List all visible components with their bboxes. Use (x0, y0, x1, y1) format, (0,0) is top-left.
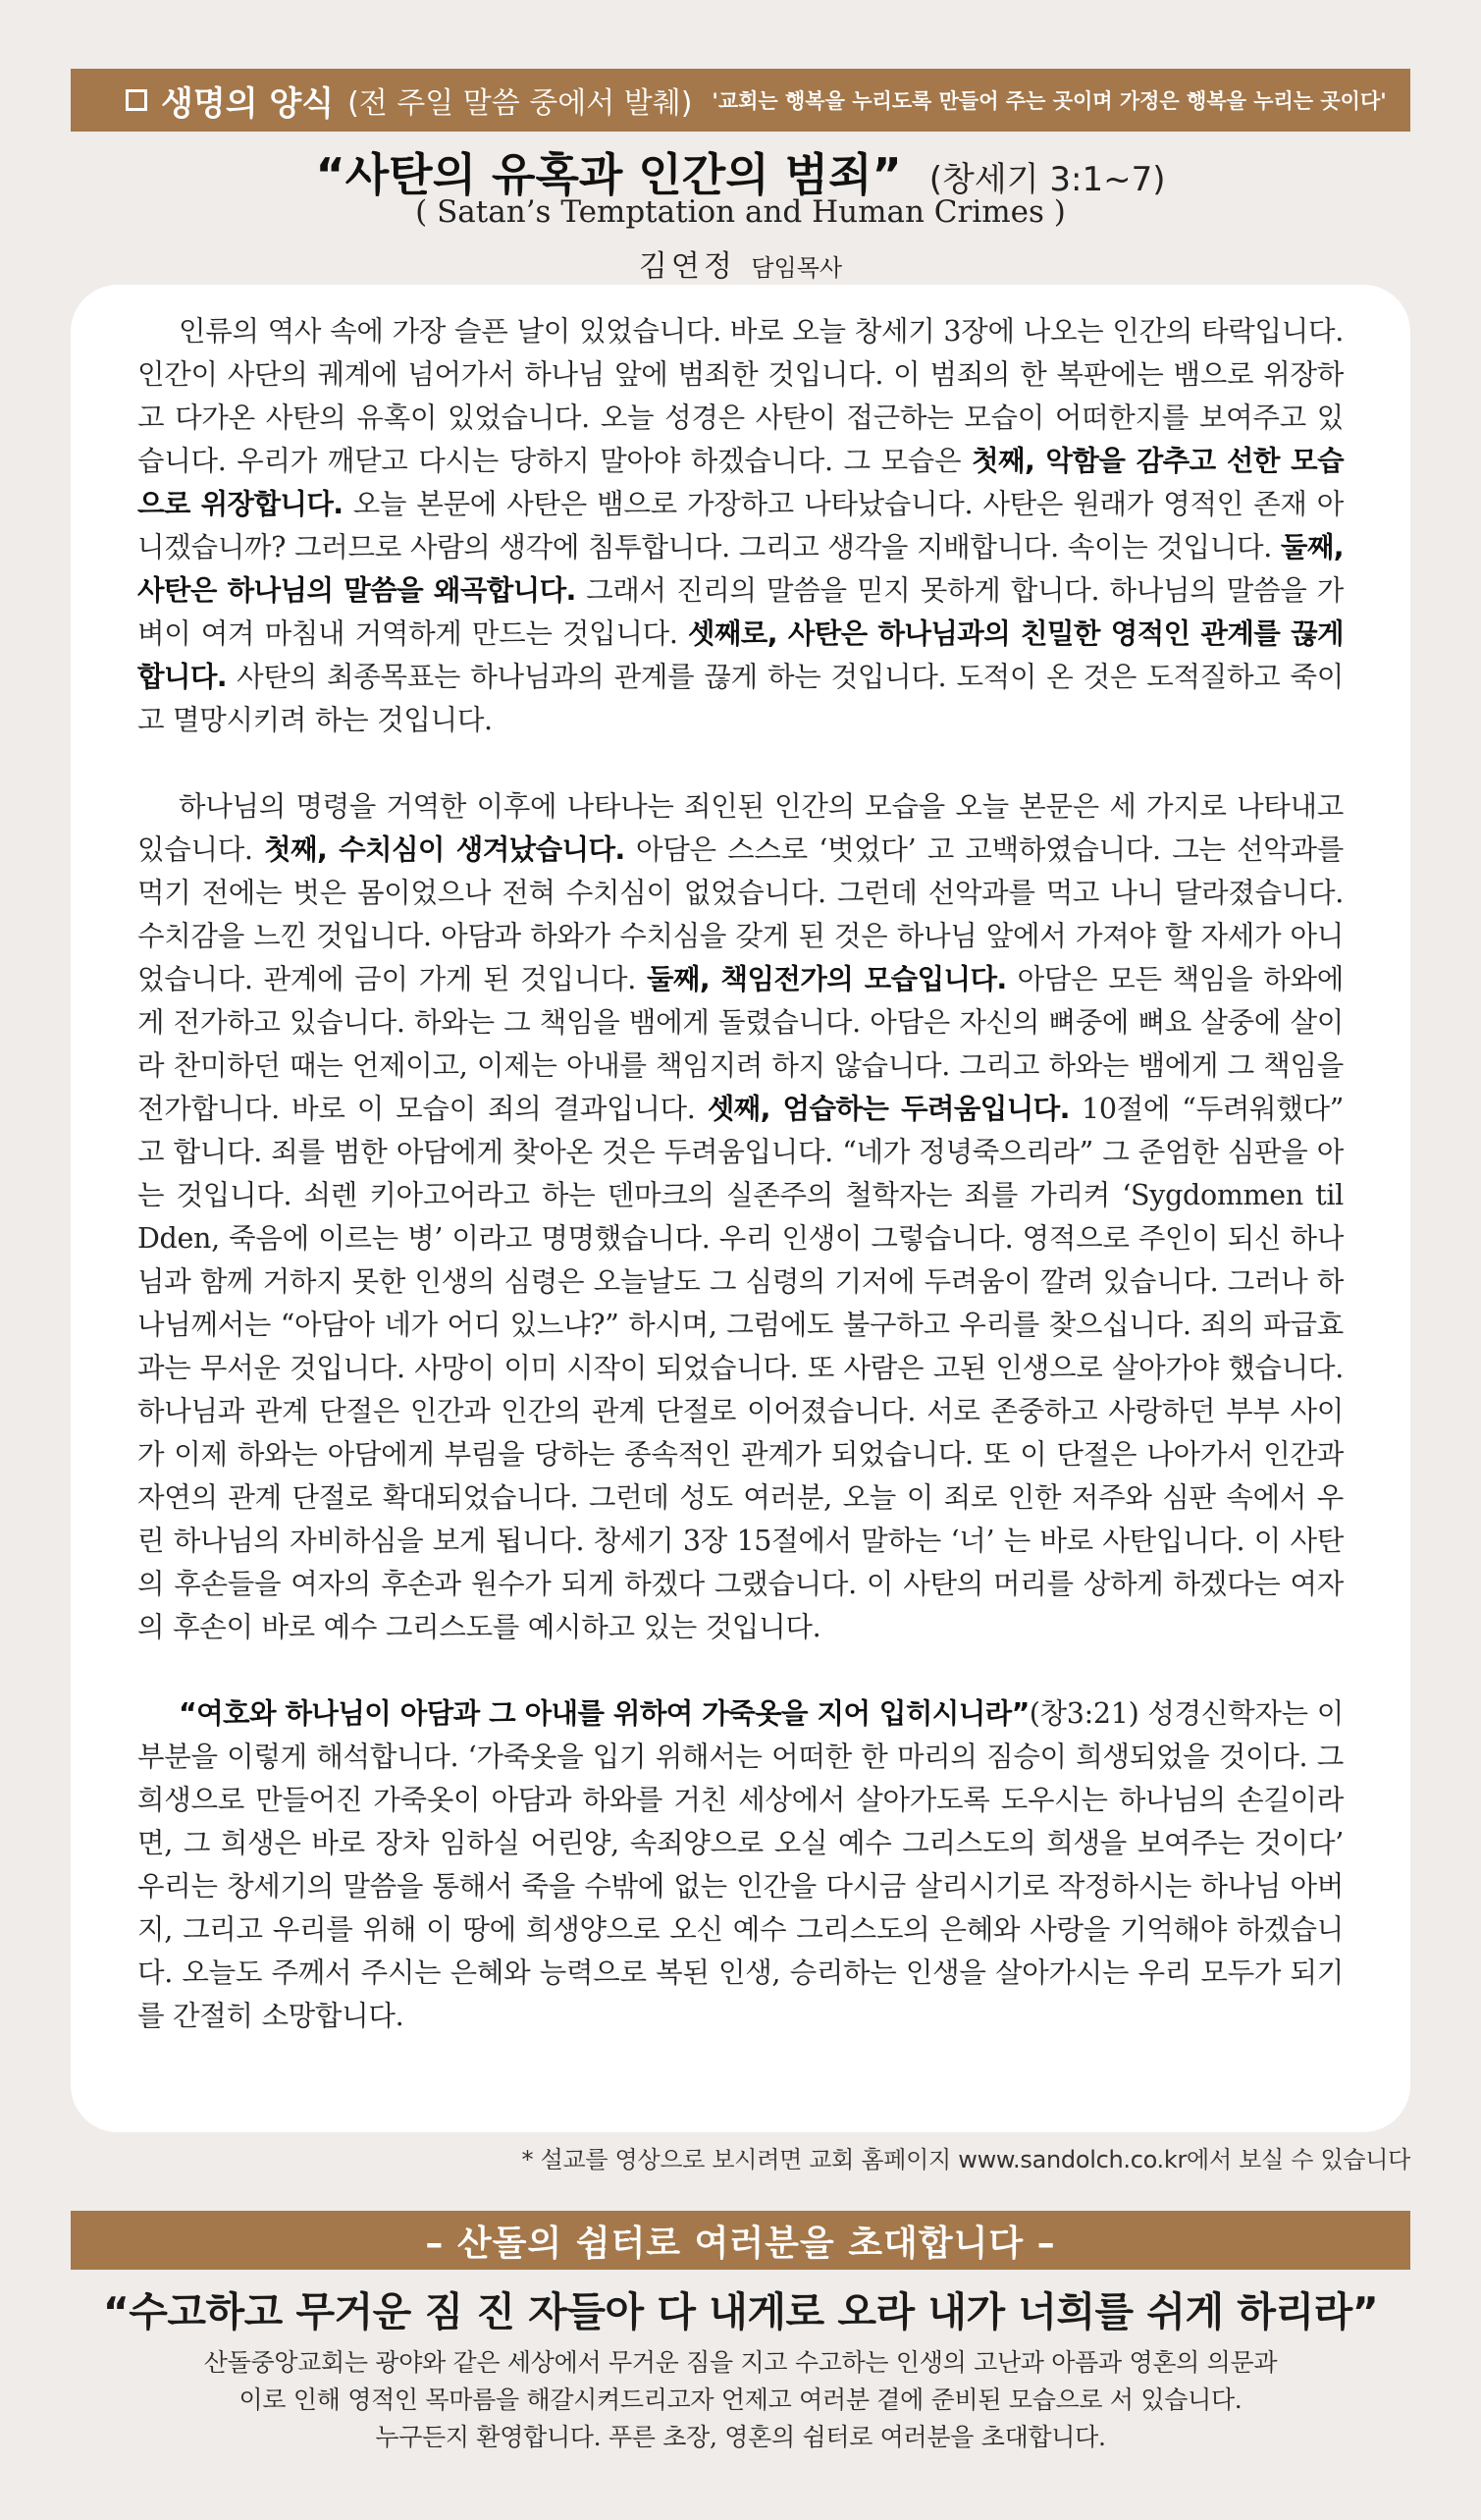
invite-line-2: 이로 인해 영적인 목마름을 해갈시켜드리고자 언제고 여러분 곁에 준비된 모습으로 서 있습니다. (238, 2386, 1243, 2414)
body-text: 아담은 모든 책임을 하와에게 전가하고 있습니다. 하와는 그 책임을 뱀에게 돌렸습니다. 아담은 자신의 뼈중에 뼈요 살중에 살이라 찬미하던 때는 언제이고, 이제는 아내를 책임지려 하지 않습니다. 그리고 하와는 뱀에게 그 책임을 전가합니다. 바로 이 모습이 죄의 결과입니다. (137, 963, 1344, 1125)
section-title: 생명의 양식 (161, 83, 335, 124)
sermon-body-card (71, 285, 1410, 2132)
sermon-title: “사탄의 유혹과 인간의 범죄” (315, 148, 902, 201)
scripture-reference: (창세기 3:1~7) (928, 160, 1166, 199)
checkbox-square-icon (126, 89, 147, 111)
emphasis-text: 셋째로, 사탄은 하나님과의 친밀한 영적인 관계를 끊게 합니다. (137, 617, 1344, 693)
invite-band-title: – 산돌의 쉼터로 여러분을 초대합니다 – (425, 2223, 1056, 2264)
emphasis-text: 셋째, 엄습하는 두려움입니다. (707, 1093, 1070, 1125)
body-text: 사탄의 최종목표는 하나님과의 관계를 끊게 하는 것입니다. 도적이 온 것은 도적질하고 죽이고 멸망시키려 하는 것입니다. (137, 661, 1344, 736)
author-role: 담임목사 (751, 254, 843, 282)
sermon-paragraph-3 (137, 1692, 1344, 2038)
invite-band (71, 2211, 1410, 2270)
body-text: 하나님의 명령을 거역한 이후에 나타나는 죄인된 인간의 모습을 오늘 본문은 세 가지로 나타내고 있습니다. (137, 790, 1344, 866)
body-text: 아담은 스스로 ‘벗었다’ 고 고백하였습니다. 그는 선악과를 먹기 전에는 벗은 몸이었으나 전혀 수치심이 없었습니다. 그런데 선악과를 먹고 나니 달라졌습니다. 수치감을 느낀 것입니다. 아담과 하와가 수치심을 갖게 된 것은 하나님 앞에서 가져야 할 자세가 아니었습니다. 관계에 금이 가게 된 것입니다. (137, 833, 1344, 995)
section-header-band (71, 69, 1410, 132)
emphasis-text: 첫째, 수치심이 생겨났습니다. (264, 833, 625, 866)
body-text: (창3:21) 성경신학자는 이 부분을 이렇게 해석합니다. ‘가죽옷을 입기 위해서는 어떠한 한 마리의 짐승이 희생되었을 것이다. 그 희생으로 만들어진 가죽옷이 아담과 하와를 거친 세상에서 살아가도록 도우시는 하나님의 손길이라면, 그 희생은 바로 장차 임하실 어린양, 속죄양으로 오실 예수 그리스도의 희생을 보여주는 것이다’ 우리는 창세기의 말씀을 통해서 죽을 수밖에 없는 인간을 다시금 살리시기로 작정하시는 하나님 아버지, 그리고 우리를 위해 이 땅에 희생양으로 오신 예수 그리스도의 은혜와 사랑을 기억해야 하겠습니다. 오늘도 주께서 주시는 은혜와 능력으로 복된 인생, 승리하는 인생을 살아가시는 우리 모두가 되기를 간절히 소망합니다. (137, 1697, 1344, 2032)
author-name: 김연정 (638, 249, 736, 284)
author-line (0, 241, 1481, 285)
body-text: 그래서 진리의 말씀을 믿지 못하게 합니다. 하나님의 말씀을 가벼이 여겨 마침내 거역하게 만드는 것입니다. (137, 574, 1344, 650)
emphasis-text: “여호와 하나님이 아담과 그 아내를 위하여 가죽옷을 지어 입히시니라” (179, 1697, 1030, 1730)
invite-text (0, 2344, 1481, 2456)
body-text: 10절에 “두려워했다” 고 합니다. 죄를 범한 아담에게 찾아온 것은 두려움입니다. “네가 정녕죽으리라” 그 준엄한 심판을 아는 것입니다. 쇠렌 키아고어라고 하는 덴마크의 실존주의 철학자는 죄를 가리켜 ‘Sygdommen til Dden, 죽음에 이르는 병’ 이라고 명명했습니다. 우리 인생이 그렇습니다. 영적으로 주인이 되신 하나님과 함께 거하지 못한 인생의 심령은 오늘날도 그 심령의 기저에 두려움이 깔려 있습니다. 그러나 하나님께서는 “아담아 네가 어디 있느냐?” 하시며, 그럼에도 불구하고 우리를 찾으십니다. 죄의 파급효과는 무서운 것입니다. 사망이 이미 시작이 되었습니다. 또 사람은 고된 인생으로 살아가야 했습니다. 하나님과 관계 단절은 인간과 인간의 관계 단절로 이어졌습니다. 서로 존중하고 사랑하던 부부 사이가 이제 하와는 아담에게 부림을 당하는 종속적인 관계가 되었습니다. 또 이 단절은 나아가서 인간과 자연의 관계 단절로 확대되었습니다. 그런데 성도 여러분, 오늘 이 죄로 인한 저주와 심판 속에서 우린 하나님의 자비하심을 보게 됩니다. 창세기 3장 15절에서 말하는 ‘너’ 는 바로 사탄입니다. 이 사탄의 후손들을 여자의 후손과 원수가 되게 하겠다 그랬습니다. 이 사탄의 머리를 상하게 하겠다는 여자의 후손이 바로 예수 그리스도를 예시하고 있는 것입니다. (137, 1093, 1344, 1643)
invite-line-1: 산돌중앙교회는 광야와 같은 세상에서 무거운 짐을 지고 수고하는 인생의 고난과 아픔과 영혼의 의문과 (203, 2348, 1278, 2377)
sermon-paragraph-2 (137, 785, 1344, 1649)
video-footnote: * 설교를 영상으로 보시려면 교회 홈페이지 www.sandolch.co.kr에서 보실 수 있습니다 (521, 2146, 1410, 2173)
invite-verse: “수고하고 무거운 짐 진 자들아 다 내게로 오라 내가 너희를 쉬게 하리라” (102, 2288, 1379, 2335)
section-quote: '교회는 행복을 누리도록 만들어 주는 곳이며 가정은 행복을 누리는 곳이다' (712, 89, 1387, 113)
emphasis-text: 첫째, 악함을 감추고 선한 모습으로 위장합니다. (137, 445, 1344, 520)
invite-line-3: 누구든지 환영합니다. 푸른 초장, 영혼의 쉼터로 여러분을 초대합니다. (375, 2423, 1106, 2451)
body-text: 인류의 역사 속에 가장 슬픈 날이 있었습니다. 바로 오늘 창세기 3장에 나오는 인간의 타락입니다. 인간이 사단의 궤계에 넘어가서 하나님 앞에 범죄한 것입니다. 이 범죄의 한 복판에는 뱀으로 위장하고 다가온 사탄의 유혹이 있었습니다. 오늘 성경은 사탄이 접근하는 모습이 어떠한지를 보여주고 있습니다. 우리가 깨닫고 다시는 당하지 말아야 하겠습니다. 그 모습은 (137, 315, 1344, 477)
sermon-paragraph-1 (137, 310, 1344, 742)
english-title: ( Satan’s Temptation and Human Crimes ) (415, 194, 1066, 230)
emphasis-text: 둘째, 사탄은 하나님의 말씀을 왜곡합니다. (137, 531, 1344, 607)
section-subtitle: (전 주일 말씀 중에서 발췌) (347, 86, 693, 121)
emphasis-text: 둘째, 책임전가의 모습입니다. (646, 963, 1007, 995)
body-text: 오늘 본문에 사탄은 뱀으로 가장하고 나타났습니다. 사탄은 원래가 영적인 존재 아니겠습니까? 그러므로 사람의 생각에 침투합니다. 그리고 생각을 지배합니다. 속이는 것입니다. (137, 488, 1344, 563)
